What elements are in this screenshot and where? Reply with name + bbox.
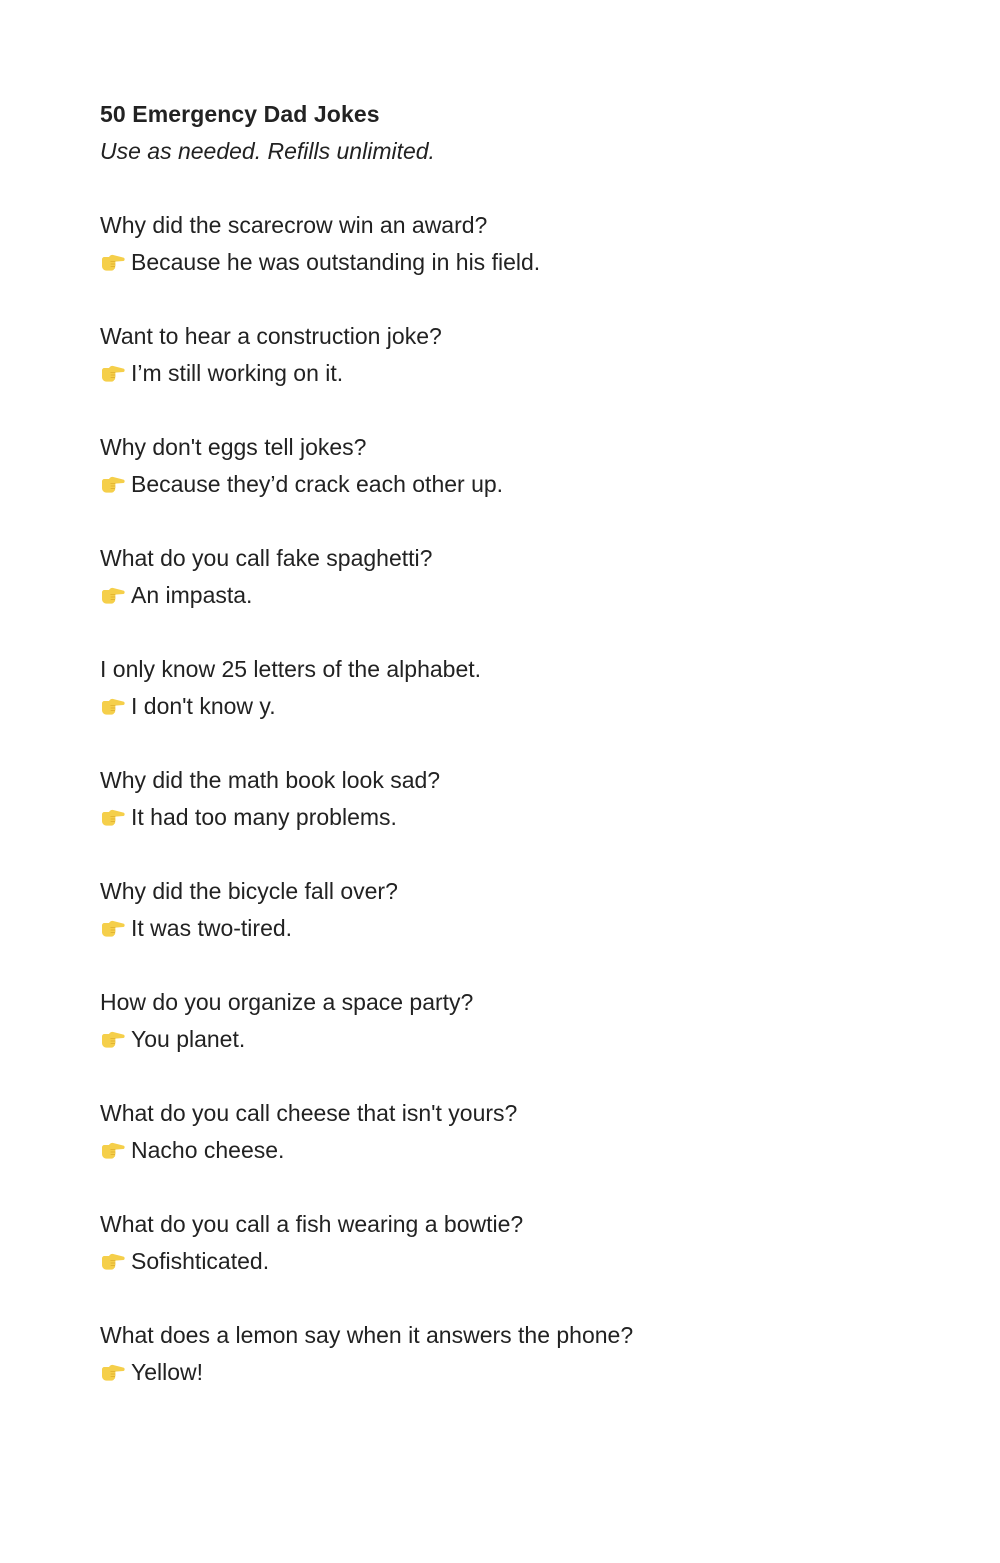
joke-question: Why don't eggs tell jokes? bbox=[100, 434, 367, 460]
joke-answer bbox=[100, 799, 920, 836]
pointing-hand-icon bbox=[100, 1030, 126, 1050]
pointing-hand-icon bbox=[100, 1252, 126, 1272]
joke-question: I only know 25 letters of the alphabet. bbox=[100, 656, 482, 682]
joke-answer-text: You planet. bbox=[131, 1026, 246, 1052]
joke-answer bbox=[100, 910, 920, 947]
joke-answer bbox=[100, 1021, 920, 1058]
joke-item bbox=[100, 318, 920, 392]
joke-question: Want to hear a construction joke? bbox=[100, 323, 442, 349]
joke-answer bbox=[100, 244, 920, 281]
pointing-hand-icon bbox=[100, 253, 126, 273]
document-page bbox=[100, 96, 920, 1428]
joke-answer bbox=[100, 1243, 920, 1280]
joke-item bbox=[100, 1095, 920, 1169]
joke-question: How do you organize a space party? bbox=[100, 989, 474, 1015]
joke-answer-text: Sofishticated. bbox=[131, 1248, 270, 1274]
joke-question: Why did the math book look sad? bbox=[100, 767, 441, 793]
joke-answer bbox=[100, 466, 920, 503]
joke-answer-text: Yellow! bbox=[131, 1359, 204, 1385]
document-subtitle: Use as needed. Refills unlimited. bbox=[100, 138, 435, 164]
joke-answer bbox=[100, 355, 920, 392]
joke-question: What does a lemon say when it answers the phone? bbox=[100, 1322, 634, 1348]
joke-question: What do you call a fish wearing a bowtie? bbox=[100, 1211, 524, 1237]
pointing-hand-icon bbox=[100, 1363, 126, 1383]
joke-item bbox=[100, 429, 920, 503]
pointing-hand-icon bbox=[100, 586, 126, 606]
pointing-hand-icon bbox=[100, 697, 126, 717]
joke-answer bbox=[100, 577, 920, 614]
pointing-hand-icon bbox=[100, 364, 126, 384]
pointing-hand-icon bbox=[100, 475, 126, 495]
joke-item bbox=[100, 762, 920, 836]
document-title: 50 Emergency Dad Jokes bbox=[100, 101, 380, 127]
pointing-hand-icon bbox=[100, 1141, 126, 1161]
joke-question: What do you call fake spaghetti? bbox=[100, 545, 433, 571]
joke-answer-text: Because they’d crack each other up. bbox=[131, 471, 504, 497]
joke-item bbox=[100, 984, 920, 1058]
joke-item bbox=[100, 1206, 920, 1280]
joke-answer bbox=[100, 1132, 920, 1169]
joke-question: Why did the bicycle fall over? bbox=[100, 878, 398, 904]
joke-answer-text: I’m still working on it. bbox=[131, 360, 344, 386]
joke-question: Why did the scarecrow win an award? bbox=[100, 212, 488, 238]
joke-item bbox=[100, 207, 920, 281]
joke-answer bbox=[100, 688, 920, 725]
joke-answer-text: It was two-tired. bbox=[131, 915, 293, 941]
joke-answer-text: It had too many problems. bbox=[131, 804, 397, 830]
joke-answer-text: I don't know y. bbox=[131, 693, 276, 719]
joke-answer bbox=[100, 1354, 920, 1391]
joke-answer-text: Nacho cheese. bbox=[131, 1137, 285, 1163]
joke-question: What do you call cheese that isn't yours? bbox=[100, 1100, 518, 1126]
pointing-hand-icon bbox=[100, 808, 126, 828]
joke-answer-text: Because he was outstanding in his field. bbox=[131, 249, 541, 275]
joke-item bbox=[100, 873, 920, 947]
pointing-hand-icon bbox=[100, 919, 126, 939]
joke-answer-text: An impasta. bbox=[131, 582, 253, 608]
joke-item bbox=[100, 1317, 920, 1391]
joke-item bbox=[100, 540, 920, 614]
joke-item bbox=[100, 651, 920, 725]
